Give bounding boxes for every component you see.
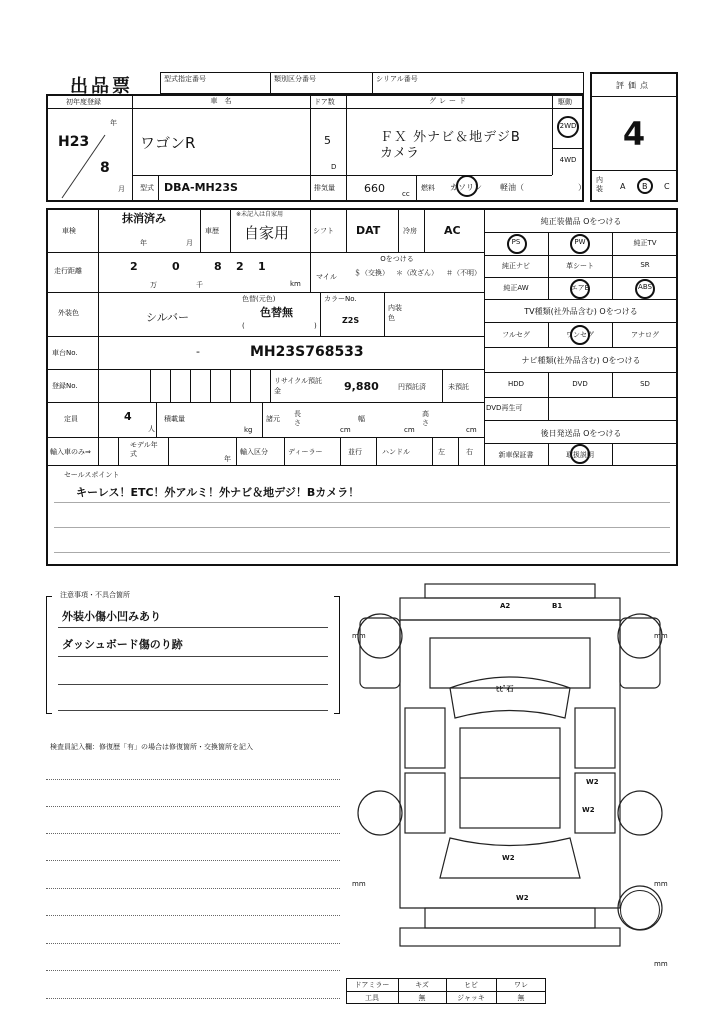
- equip-ps: PS: [511, 238, 521, 246]
- mark-w2-3: W2: [502, 854, 515, 862]
- grade-label: グレード: [429, 97, 469, 105]
- height-cm: cm: [466, 426, 477, 434]
- mileage-digit-4: 2: [236, 260, 244, 273]
- color-label: 外装色: [58, 309, 79, 317]
- mark-w2-4: W2: [516, 894, 529, 902]
- mark-a2: A2: [500, 602, 511, 610]
- mark-b1: B1: [552, 602, 563, 610]
- mileage-mile: マイル: [316, 273, 337, 281]
- circle-airbag: [570, 279, 590, 299]
- mileage-digit-2: 0: [172, 260, 180, 273]
- circle-ps: [507, 234, 527, 254]
- equip-navi: 純正ナビ: [502, 262, 530, 270]
- navi-hdd: HDD: [507, 380, 525, 388]
- navi-dvd-play: DVD再生可: [486, 404, 523, 412]
- import-category: 輸入区分: [240, 448, 268, 456]
- tv-oneseg: ワンセグ: [566, 331, 594, 339]
- inspection-year: 年: [140, 239, 147, 247]
- mileage-exchange: ＄（交換）: [354, 269, 389, 277]
- length-cm: cm: [340, 426, 351, 434]
- bt-scratch: キズ: [415, 981, 429, 989]
- bt-jack: ジャッキ: [457, 994, 485, 1002]
- history-note: ※未記入は自家用: [236, 211, 284, 218]
- capacity-label: 定員: [64, 415, 78, 423]
- dims-label: 諸元: [266, 415, 280, 423]
- navi-sd: SD: [640, 380, 650, 388]
- fuel-label: 燃料: [421, 184, 435, 192]
- sales-point-label: セールスポイント: [64, 471, 120, 479]
- color-paren-open: (: [242, 322, 245, 330]
- mileage-sen: 千: [196, 281, 203, 289]
- circle-manual: [570, 444, 590, 464]
- equip-tv: 純正TV: [633, 239, 657, 247]
- mm-br: mm: [654, 880, 668, 888]
- bt-jack-val: 無: [517, 994, 525, 1002]
- mileage-km: km: [290, 280, 301, 288]
- inspection-label: 車検: [62, 227, 76, 235]
- height-label: 高さ: [422, 410, 429, 427]
- cc-unit: cc: [402, 190, 410, 198]
- capacity-unit: 人: [148, 425, 155, 433]
- chassis-label: 車台No.: [52, 349, 78, 357]
- import-year: 年: [224, 455, 231, 463]
- length-label: 長さ: [294, 410, 301, 427]
- displacement-value: 660: [364, 182, 385, 195]
- door-sub: D: [331, 163, 337, 171]
- color-paren-close: ): [314, 322, 317, 330]
- interior-grade-c: C: [664, 182, 670, 191]
- circle-gasoline: [456, 175, 478, 197]
- inspector-label: 検査員記入欄：修復歴「有」の場合は修復箇所・交換箇所を記入: [50, 743, 253, 751]
- model-designation-label: 型式指定番号: [164, 75, 206, 83]
- fuel-close: ）: [578, 183, 586, 192]
- circle-pw: [570, 234, 590, 254]
- drive-4wd: 4WD: [559, 156, 577, 164]
- mileage-modified: ＊（改ざん）: [396, 269, 438, 277]
- serial-label: シリアル番号: [376, 75, 418, 83]
- shift-value: DAT: [356, 224, 381, 237]
- model-value: DBA-MH23S: [164, 181, 238, 194]
- drive-label: 駆動: [558, 98, 572, 106]
- equip-sr: SR: [640, 261, 650, 269]
- equipment-title: 純正装備品 Oをつける: [540, 216, 622, 226]
- doors-label: ドア数: [314, 98, 335, 106]
- page-title: 出品票: [70, 76, 133, 97]
- color-change-value: 色替無: [260, 306, 293, 319]
- score-label: 評価点: [616, 80, 652, 90]
- mark-w2-2: W2: [582, 806, 595, 814]
- first-reg-month: 8: [100, 160, 110, 176]
- later-warranty: 新車保証書: [498, 451, 534, 459]
- inspection-month: 月: [186, 239, 193, 247]
- recycle-value: 9,880: [344, 380, 379, 393]
- later-title: 後日発送品 Oをつける: [540, 428, 622, 438]
- handle-label: ハンドル: [382, 448, 410, 456]
- circle-interior-b: [637, 178, 653, 194]
- drive-2wd: 2WD: [559, 122, 577, 130]
- mileage-digit-3: 8: [214, 260, 222, 273]
- color-code-label: カラーNo.: [324, 295, 357, 303]
- fuel-gas: ガソリン: [450, 183, 482, 192]
- car-name-label: 車 名: [210, 97, 232, 105]
- chassis-dash: -: [196, 345, 200, 358]
- mm-bl: mm: [352, 880, 366, 888]
- handle-left: 左: [438, 448, 445, 456]
- model-label: 型式: [140, 184, 154, 192]
- recycle-paid: 円預託済: [398, 383, 426, 391]
- ac-value: AC: [444, 224, 461, 237]
- mark-w2-1: W2: [586, 778, 599, 786]
- equip-airbag: エアB: [570, 284, 590, 292]
- circle-abs: [635, 279, 655, 299]
- notes-label: 注意事項・不具合箇所: [60, 591, 130, 599]
- interior-label: 内装: [596, 176, 603, 193]
- color-code: Z2S: [342, 316, 360, 325]
- mileage-man: 万: [150, 281, 157, 289]
- date-slash: [60, 130, 110, 200]
- bt-tools: 工具: [365, 994, 379, 1002]
- first-reg-label: 初年度登録: [66, 98, 101, 106]
- equip-pw: PW: [574, 238, 586, 246]
- note-line-1: 外装小傷小凹みあり: [62, 610, 161, 623]
- bt-crack: ヒビ: [464, 981, 478, 989]
- equip-leather: 革シート: [566, 262, 594, 270]
- history-value: 自家用: [244, 224, 290, 242]
- bt-door-mirror: ドアミラー: [354, 981, 390, 989]
- navi-dvd: DVD: [572, 380, 588, 388]
- chassis-value: MH23S768533: [250, 344, 364, 360]
- grade-line-1: ＦＸ 外ナビ＆地デジB: [380, 130, 521, 145]
- mileage-circle-note: Oをつける: [380, 255, 414, 263]
- load-label: 積載量: [164, 415, 185, 423]
- bt-tools-val: 無: [418, 994, 426, 1002]
- width-label: 幅: [358, 415, 365, 423]
- mm-tl: mm: [352, 632, 366, 640]
- doors-value: 5: [324, 134, 331, 147]
- color-value: シルバー: [146, 311, 189, 324]
- month-unit: 月: [118, 185, 125, 193]
- bt-break: ワレ: [514, 981, 528, 989]
- history-label: 車歴: [205, 227, 219, 235]
- sales-point-text: キーレス！ETC！外アルミ！外ナビ＆地デジ！Bカメラ！: [76, 486, 360, 499]
- equip-aw: 純正AW: [503, 284, 529, 292]
- mileage-label: 走行距離: [54, 267, 82, 275]
- load-kg: kg: [244, 426, 253, 434]
- later-manual: 取扱説明: [566, 451, 594, 459]
- tv-title: TV種類(社外品含む) Oをつける: [524, 306, 638, 316]
- import-only-label: 輸入車のみ⇒: [50, 448, 91, 456]
- displacement-label: 排気量: [314, 184, 335, 192]
- mark-chip: ﾋﾋﾞ石: [496, 685, 514, 693]
- tv-fullseg: フルセグ: [502, 331, 530, 339]
- mm-tr: mm: [654, 632, 668, 640]
- interior-color-label: 内装色: [388, 304, 402, 322]
- mileage-unknown: ＃（不明）: [446, 269, 481, 277]
- category-label: 類別区分番号: [274, 75, 316, 83]
- import-parallel: 並行: [348, 448, 362, 456]
- ac-label: 冷房: [403, 227, 417, 235]
- first-reg-era: H23: [58, 134, 90, 150]
- equip-abs: ABS: [638, 283, 652, 291]
- color-change-label: 色替(元色): [242, 295, 276, 303]
- capacity-value: 4: [124, 410, 132, 423]
- shift-label: シフト: [313, 227, 334, 235]
- width-cm: cm: [404, 426, 415, 434]
- registration-label: 登録No.: [52, 382, 78, 390]
- model-year-label: モデル年式: [130, 441, 158, 458]
- mm-spare: mm: [654, 960, 668, 968]
- circle-2wd: [557, 116, 579, 138]
- handle-right: 右: [466, 448, 473, 456]
- year-unit: 年: [110, 119, 117, 127]
- interior-grade-a: A: [620, 182, 626, 191]
- grade-line-2: カメラ: [380, 146, 420, 161]
- circle-oneseg: [570, 325, 590, 345]
- navi-title: ナビ種類(社外品含む) Oをつける: [521, 355, 641, 365]
- score-value: 4: [622, 115, 646, 153]
- tv-analog: アナログ: [631, 331, 659, 339]
- inspection-value: 抹消済み: [122, 212, 166, 225]
- mileage-digit-5: 1: [258, 260, 266, 273]
- note-line-2: ダッシュボード傷のり跡: [62, 638, 183, 651]
- mileage-digit-1: 2: [130, 260, 138, 273]
- interior-grade-b: B: [642, 182, 648, 191]
- spare-tire: [620, 890, 660, 930]
- car-name: ワゴンR: [140, 134, 196, 152]
- import-dealer: ディーラー: [288, 448, 323, 456]
- fuel-light-oil: 軽油（: [500, 183, 524, 192]
- recycle-unpaid: 未預託: [448, 383, 469, 391]
- recycle-label: リサイクル預託金: [274, 377, 323, 395]
